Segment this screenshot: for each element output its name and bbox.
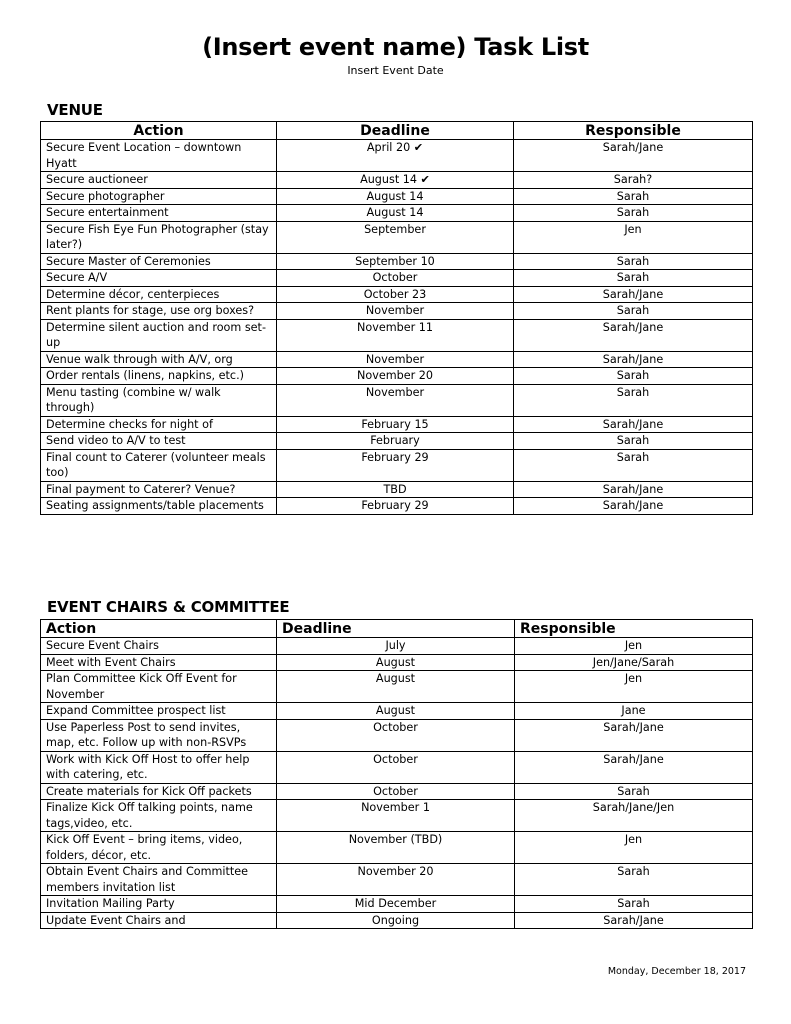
- deadline-cell: Ongoing: [277, 912, 515, 929]
- responsible-cell: Sarah?: [514, 172, 753, 189]
- column-header-responsible: Responsible: [515, 620, 753, 638]
- responsible-cell: Jen: [515, 832, 753, 864]
- responsible-cell: Sarah: [514, 205, 753, 222]
- responsible-cell: Sarah/Jane: [515, 719, 753, 751]
- action-cell: Use Paperless Post to send invites, map, etc. Follow up with non-RSVPs: [41, 719, 277, 751]
- deadline-cell: November 1: [277, 800, 515, 832]
- deadline-cell: November 20: [277, 864, 515, 896]
- deadline-cell: Mid December: [277, 896, 515, 913]
- column-header-action: Action: [41, 620, 277, 638]
- action-cell: Order rentals (linens, napkins, etc.): [41, 368, 277, 385]
- table-row: [41, 221, 753, 253]
- table-row: [41, 319, 753, 351]
- column-header-action: Action: [41, 122, 277, 140]
- deadline-cell: August: [277, 703, 515, 720]
- action-cell: Send video to A/V to test: [41, 433, 277, 450]
- column-header-responsible: Responsible: [514, 122, 753, 140]
- table-row: [41, 188, 753, 205]
- responsible-cell: Jen: [514, 221, 753, 253]
- table-row: [41, 253, 753, 270]
- committee-header-row: [41, 620, 753, 638]
- table-row: [41, 783, 753, 800]
- deadline-cell: October: [277, 719, 515, 751]
- action-cell: Rent plants for stage, use org boxes?: [41, 303, 277, 320]
- deadline-cell: TBD: [277, 481, 514, 498]
- action-cell: Final payment to Caterer? Venue?: [41, 481, 277, 498]
- committee-table: [40, 619, 753, 929]
- table-row: [41, 205, 753, 222]
- venue-heading: VENUE: [47, 101, 103, 119]
- deadline-cell: October: [277, 751, 515, 783]
- action-cell: Secure Event Location – downtown Hyatt: [41, 140, 277, 172]
- action-cell: Venue walk through with A/V, org: [41, 351, 277, 368]
- action-cell: Secure A/V: [41, 270, 277, 287]
- responsible-cell: Sarah/Jane: [515, 912, 753, 929]
- action-cell: Secure Master of Ceremonies: [41, 253, 277, 270]
- table-row: [41, 912, 753, 929]
- action-cell: Work with Kick Off Host to offer help with catering, etc.: [41, 751, 277, 783]
- responsible-cell: Sarah: [514, 303, 753, 320]
- action-cell: Expand Committee prospect list: [41, 703, 277, 720]
- footer-date: Monday, December 18, 2017: [607, 966, 746, 977]
- table-row: [41, 498, 753, 515]
- deadline-cell: August 14: [277, 188, 514, 205]
- table-row: [41, 286, 753, 303]
- page-title: (Insert event name) Task List: [202, 33, 589, 61]
- table-row: [41, 270, 753, 287]
- table-row: [41, 384, 753, 416]
- action-cell: Final count to Caterer (volunteer meals too): [41, 449, 277, 481]
- deadline-cell: August 14: [277, 205, 514, 222]
- action-cell: Determine checks for night of: [41, 416, 277, 433]
- table-row: [41, 800, 753, 832]
- action-cell: Update Event Chairs and: [41, 912, 277, 929]
- action-cell: Secure auctioneer: [41, 172, 277, 189]
- committee-heading: EVENT CHAIRS & COMMITTEE: [47, 598, 290, 616]
- table-row: [41, 140, 753, 172]
- deadline-cell: October: [277, 783, 515, 800]
- table-row: [41, 449, 753, 481]
- column-header-deadline: Deadline: [277, 122, 514, 140]
- deadline-cell: February 15: [277, 416, 514, 433]
- deadline-cell: August: [277, 671, 515, 703]
- deadline-cell: April 20 ✔: [277, 140, 514, 172]
- action-cell: Secure photographer: [41, 188, 277, 205]
- table-row: [41, 703, 753, 720]
- responsible-cell: Jane: [515, 703, 753, 720]
- column-header-deadline: Deadline: [277, 620, 515, 638]
- action-cell: Determine décor, centerpieces: [41, 286, 277, 303]
- table-row: [41, 832, 753, 864]
- table-row: [41, 896, 753, 913]
- action-cell: Obtain Event Chairs and Committee members invitation list: [41, 864, 277, 896]
- responsible-cell: Sarah/Jane: [514, 286, 753, 303]
- deadline-cell: November: [277, 351, 514, 368]
- deadline-cell: November (TBD): [277, 832, 515, 864]
- action-cell: Secure entertainment: [41, 205, 277, 222]
- table-row: [41, 864, 753, 896]
- deadline-cell: February 29: [277, 498, 514, 515]
- table-row: [41, 416, 753, 433]
- responsible-cell: Sarah: [514, 188, 753, 205]
- action-cell: Meet with Event Chairs: [41, 654, 277, 671]
- responsible-cell: Sarah: [515, 864, 753, 896]
- responsible-cell: Sarah/Jane: [514, 498, 753, 515]
- deadline-cell: August: [277, 654, 515, 671]
- table-row: [41, 671, 753, 703]
- venue-header-row: [41, 122, 753, 140]
- responsible-cell: Sarah: [514, 270, 753, 287]
- responsible-cell: Sarah/Jane: [514, 416, 753, 433]
- responsible-cell: Sarah/Jane: [515, 751, 753, 783]
- responsible-cell: Sarah: [515, 783, 753, 800]
- action-cell: Plan Committee Kick Off Event for November: [41, 671, 277, 703]
- action-cell: Kick Off Event – bring items, video, folders, décor, etc.: [41, 832, 277, 864]
- table-row: [41, 172, 753, 189]
- action-cell: Menu tasting (combine w/ walk through): [41, 384, 277, 416]
- table-row: [41, 481, 753, 498]
- action-cell: Seating assignments/table placements: [41, 498, 277, 515]
- responsible-cell: Sarah: [514, 384, 753, 416]
- action-cell: Invitation Mailing Party: [41, 896, 277, 913]
- responsible-cell: Sarah/Jane: [514, 140, 753, 172]
- deadline-cell: August 14 ✔: [277, 172, 514, 189]
- action-cell: Secure Fish Eye Fun Photographer (stay later?): [41, 221, 277, 253]
- responsible-cell: Jen/Jane/Sarah: [515, 654, 753, 671]
- responsible-cell: Sarah: [514, 433, 753, 450]
- responsible-cell: Sarah/Jane: [514, 351, 753, 368]
- table-row: [41, 719, 753, 751]
- responsible-cell: Jen: [515, 671, 753, 703]
- table-row: [41, 433, 753, 450]
- action-cell: Secure Event Chairs: [41, 638, 277, 655]
- deadline-cell: November 11: [277, 319, 514, 351]
- action-cell: Create materials for Kick Off packets: [41, 783, 277, 800]
- action-cell: Finalize Kick Off talking points, name tags,video, etc.: [41, 800, 277, 832]
- event-date: Insert Event Date: [347, 64, 444, 77]
- deadline-cell: November 20: [277, 368, 514, 385]
- deadline-cell: February: [277, 433, 514, 450]
- responsible-cell: Sarah/Jane: [514, 481, 753, 498]
- responsible-cell: Sarah: [515, 896, 753, 913]
- deadline-cell: November: [277, 303, 514, 320]
- table-row: [41, 638, 753, 655]
- deadline-cell: September 10: [277, 253, 514, 270]
- deadline-cell: February 29: [277, 449, 514, 481]
- action-cell: Determine silent auction and room set-up: [41, 319, 277, 351]
- responsible-cell: Jen: [515, 638, 753, 655]
- table-row: [41, 368, 753, 385]
- table-row: [41, 654, 753, 671]
- responsible-cell: Sarah: [514, 368, 753, 385]
- deadline-cell: October: [277, 270, 514, 287]
- venue-table: [40, 121, 753, 515]
- table-row: [41, 303, 753, 320]
- table-row: [41, 751, 753, 783]
- deadline-cell: September: [277, 221, 514, 253]
- table-row: [41, 351, 753, 368]
- responsible-cell: Sarah: [514, 253, 753, 270]
- deadline-cell: November: [277, 384, 514, 416]
- deadline-cell: July: [277, 638, 515, 655]
- deadline-cell: October 23: [277, 286, 514, 303]
- responsible-cell: Sarah/Jane/Jen: [515, 800, 753, 832]
- responsible-cell: Sarah: [514, 449, 753, 481]
- responsible-cell: Sarah/Jane: [514, 319, 753, 351]
